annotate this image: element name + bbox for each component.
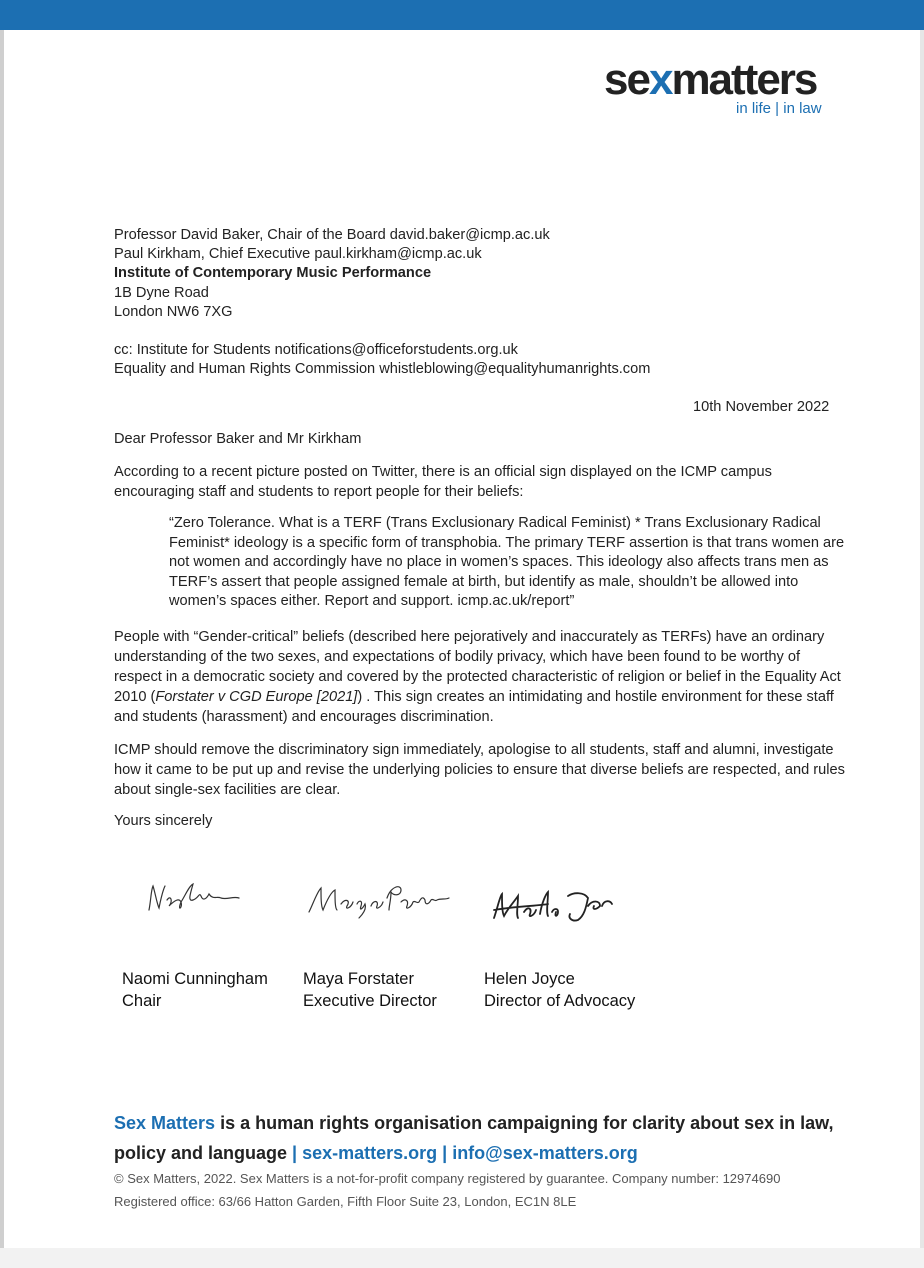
footer-website-link[interactable]: sex-matters.org bbox=[302, 1143, 438, 1163]
recipient-address-2: London NW6 7XG bbox=[114, 304, 233, 320]
letter-date: 10th November 2022 bbox=[693, 399, 830, 415]
signatory-role: Director of Advocacy bbox=[484, 992, 636, 1010]
letter-page bbox=[4, 0, 920, 1248]
logo-x-chromosome: x bbox=[648, 55, 672, 104]
paragraph-2: People with “Gender-critical” beliefs (described here pejoratively and inaccurately as TERFs) have an ordinary understanding of the two sexes, and expectations of bodily privacy, which have been found to be worthy of respect in a democratic society and covered by the protected characteristic of religion or belief in the Equality Act 2010 (Forstater v CGD Europe [2021]) . This sign creates an intimidating and hostile environment for these staff and students (harassment) and encourages discrimination. bbox=[114, 629, 841, 725]
top-brand-bar bbox=[0, 0, 924, 30]
case-citation: Forstater v CGD Europe [2021] bbox=[155, 689, 358, 705]
footer-mission: Sex Matters is a human rights organisation campaigning for clarity about sex in law, policy and language | sex-matters.org | info@sex-matters.org bbox=[114, 1113, 834, 1163]
logo-tagline: in life | in law bbox=[736, 100, 822, 117]
page-edge-left bbox=[0, 30, 4, 1248]
recipient-address-1: 1B Dyne Road bbox=[114, 285, 209, 301]
signatory-name: Helen Joyce bbox=[484, 970, 575, 988]
logo-wordmark: sexmatters bbox=[604, 55, 817, 104]
signature-helen-joyce bbox=[488, 882, 616, 928]
signature-maya-forstater bbox=[305, 878, 453, 920]
page-edge-right bbox=[920, 30, 924, 1248]
signatory-3 bbox=[484, 968, 635, 1012]
footer-legal-1: © Sex Matters, 2022. Sex Matters is a not-for-profit company registered by guarantee. Company number: 12974690 bbox=[114, 1171, 781, 1186]
cc-line-2: Equality and Human Rights Commission whistleblowing@equalityhumanrights.com bbox=[114, 361, 651, 377]
quoted-sign-text: “Zero Tolerance. What is a TERF (Trans Exclusionary Radical Feminist) * Trans Exclusionary Radical Feminist* ideology is a specific form of transphobia. The primary TERF assertion is that trans women are not women and accordingly have no place in women’s spaces. This ideology also affects trans men as TERF’s assert that people assigned female at birth, but identify as male, shouldn’t be allowed into women’s spaces either. Report and support. icmp.ac.uk/report” bbox=[169, 515, 845, 609]
signatory-1 bbox=[122, 968, 268, 1012]
signatory-role: Chair bbox=[122, 992, 162, 1010]
cc-line-1: cc: Institute for Students notifications@officeforstudents.org.uk bbox=[114, 342, 518, 358]
salutation: Dear Professor Baker and Mr Kirkham bbox=[114, 431, 362, 447]
signature-naomi-cunningham bbox=[143, 878, 243, 918]
footer-email-link[interactable]: info@sex-matters.org bbox=[452, 1143, 638, 1163]
recipient-institution: Institute of Contemporary Music Performance bbox=[114, 265, 432, 281]
footer-legal-2: Registered office: 63/66 Hatton Garden, Fifth Floor Suite 23, London, EC1N 8LE bbox=[114, 1194, 577, 1209]
recipient-line-2: Paul Kirkham, Chief Executive paul.kirkham@icmp.ac.uk bbox=[114, 246, 482, 262]
footer-org-name: Sex Matters bbox=[114, 1113, 216, 1133]
closing: Yours sincerely bbox=[114, 813, 213, 829]
paragraph-1: According to a recent picture posted on Twitter, there is an official sign displayed on the ICMP campus encouraging staff and students to report people for their beliefs: bbox=[114, 464, 772, 500]
signatory-2 bbox=[303, 968, 437, 1012]
signatory-name: Maya Forstater bbox=[303, 970, 414, 988]
sex-matters-logo bbox=[604, 55, 840, 118]
signatory-role: Executive Director bbox=[303, 992, 437, 1010]
paragraph-3: ICMP should remove the discriminatory sign immediately, apologise to all students, staff and alumni, investigate how it came to be put up and revise the underlying policies to ensure that diverse beliefs are respected, and rules about single-sex facilities are clear. bbox=[114, 742, 845, 798]
signatory-name: Naomi Cunningham bbox=[122, 970, 268, 988]
recipient-line-1: Professor David Baker, Chair of the Board david.baker@icmp.ac.uk bbox=[114, 227, 550, 243]
